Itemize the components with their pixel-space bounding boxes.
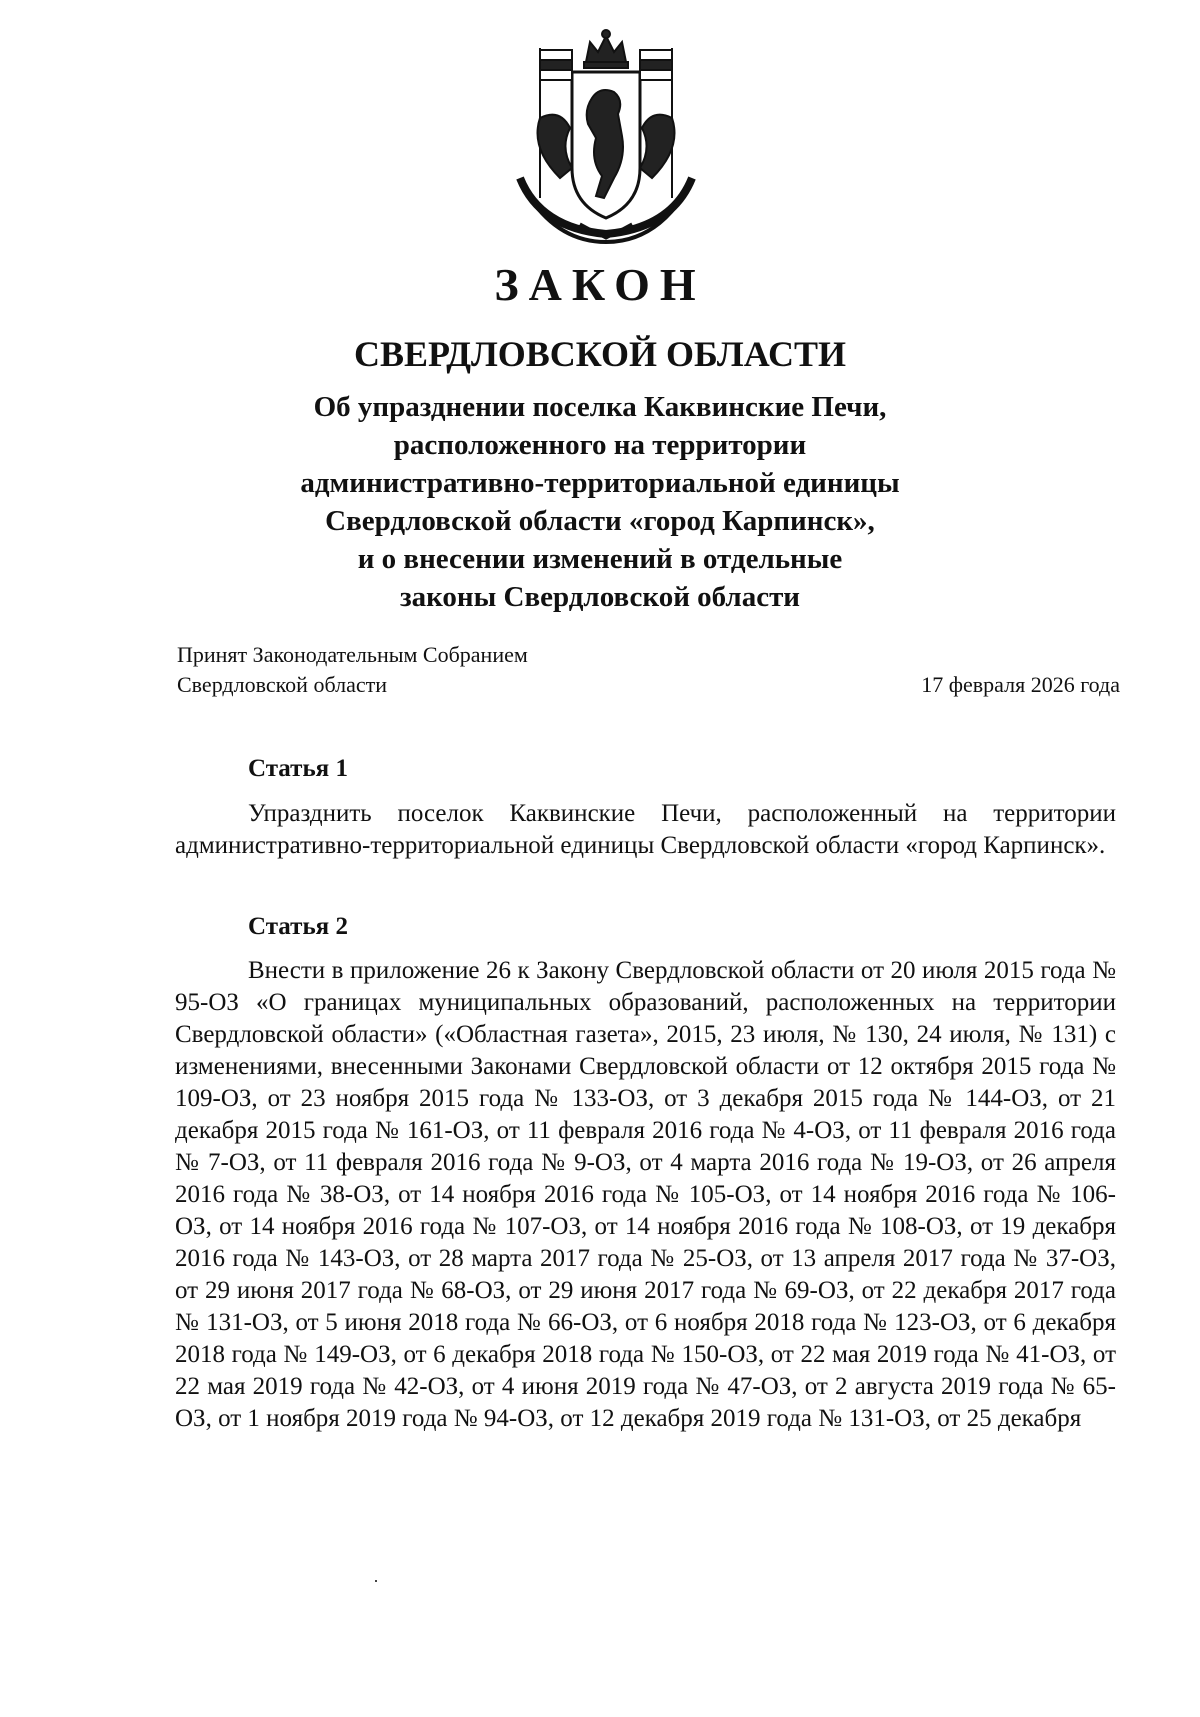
subject-line: Свердловской области «город Карпинск»,	[325, 505, 875, 537]
subject-line: административно-территориальной единицы	[300, 467, 900, 499]
subject-line: расположенного на территории	[393, 429, 807, 461]
article-heading: Статья 1	[248, 755, 348, 782]
article-text: Упразднить поселок Каквинские Печи, расположенный на территории административно-территориальной единицы Свердловской области «город Карпинск».	[175, 800, 1116, 859]
law-subject	[0, 388, 1200, 616]
coat-of-arms-emblem	[500, 28, 712, 246]
scan-speck	[375, 1580, 377, 1582]
subject-line: Об упразднении поселка Каквинские Печи,	[313, 391, 887, 423]
article-text: Внести в приложение 26 к Закону Свердловской области от 20 июля 2015 года № 95-ОЗ «О границах муниципальных образований, расположенных на территории Свердловской области» («Областная газета», 2015, 23 июля, № 130, 24 июля, № 131) с изменениями, внесенными Законами Свердловской области от 12 октября 2015 года № 109-ОЗ, от 23 ноября 2015 года № 133-ОЗ, от 3 декабря 2015 года № 144-ОЗ, от 21 декабря 2015 года № 161-ОЗ, от 11 февраля 2016 года № 4-ОЗ, от 11 февраля 2016 года № 7-ОЗ, от 11 февраля 2016 года № 9-ОЗ, от 4 марта 2016 года № 19-ОЗ, от 26 апреля 2016 года № 38-ОЗ, от 14 ноября 2016 года № 105-ОЗ, от 14 ноября 2016 года № 106-ОЗ, от 14 ноября 2016 года № 107-ОЗ, от 14 ноября 2016 года № 108-ОЗ, от 19 декабря 2016 года № 143-ОЗ, от 28 марта 2017 года № 25-ОЗ, от 13 апреля 2017 года № 37-ОЗ, от 29 июня 2017 года № 68-ОЗ, от 29 июня 2017 года № 69-ОЗ, от 22 декабря 2017 года № 131-ОЗ, от 5 июня 2018 года № 66-ОЗ, от 6 ноября 2018 года № 123-ОЗ, от 6 декабря 2018 года № 149-ОЗ, от 6 декабря 2018 года № 150-ОЗ, от 22 мая 2019 года № 41-ОЗ, от 22 мая 2019 года № 42-ОЗ, от 4 июня 2019 года № 47-ОЗ, от 2 августа 2019 года № 65-ОЗ, от 1 ноября 2019 года № 94-ОЗ, от 12 декабря 2019 года № 131-ОЗ, от 25 декабря	[175, 957, 1116, 1432]
adopted-line: Принят Законодательным Собранием	[177, 642, 528, 667]
subject-line: законы Свердловской области	[399, 581, 801, 613]
adopted-line: Свердловской области	[177, 672, 387, 697]
adopted-by	[177, 640, 528, 700]
article-heading: Статья 2	[248, 913, 348, 940]
region-title: СВЕРДЛОВСКОЙ ОБЛАСТИ	[354, 334, 846, 374]
law-title: ЗАКОН	[494, 259, 706, 310]
adopted-date: 17 февраля 2026 года	[921, 672, 1120, 697]
subject-line: и о внесении изменений в отдельные	[357, 543, 843, 575]
